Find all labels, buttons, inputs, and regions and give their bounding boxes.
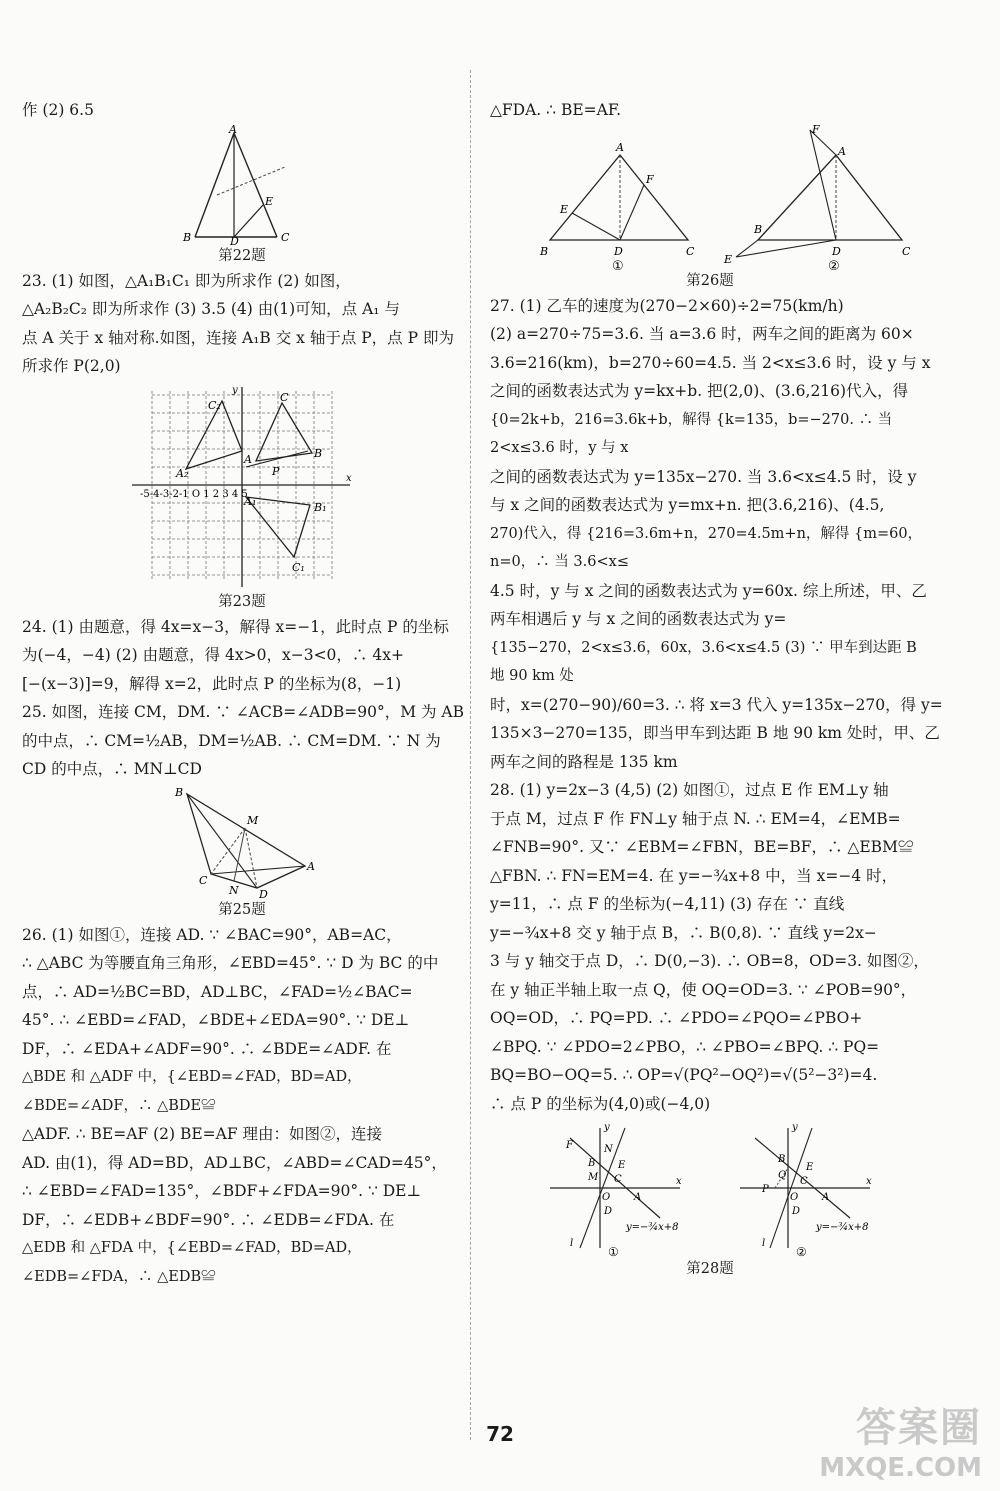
svg-text:A: A [838,144,846,158]
svg-text:E: E [265,194,274,208]
text-line: 135×3−270=135，即当甲车到达距 B 地 90 km 处时，甲、乙 [490,724,940,742]
svg-text:A₁: A₁ [244,494,257,508]
figure-28 [530,1118,890,1258]
text-line: 与 x 之间的函数表达式为 y=mx+n. 把(3.6,216)、(4.5, [490,496,885,514]
svg-text:B: B [754,222,763,236]
svg-text:C: C [902,244,910,258]
text-line: 23. (1) 如图，△A₁B₁C₁ 即为所求作 (2) 如图， [22,271,351,290]
figure-caption: 第26题 [686,272,734,289]
text-line: △BDE 和 △ADF 中，{∠EBD=∠FAD，BD=AD，∠BDE=∠ADF，∴ △BDE≌ [22,1069,362,1114]
svg-text:y=−¾x+8: y=−¾x+8 [626,1222,679,1233]
text-line: y=−¾x+8 交 y 轴于点 B，∴ B(0,8). ∵ 直线 y=2x− [490,923,877,942]
svg-text:①: ① [612,258,624,270]
svg-text:A: A [244,452,252,466]
text-line: 25. 如图，连接 CM，DM. ∵ ∠ACB=∠ADB=90°，M 为 AB [22,703,465,721]
svg-text:C: C [199,873,208,887]
svg-text:E: E [806,1162,814,1173]
text-line: 之间的函数表达式为 y=135x−270. 当 3.6<x≤4.5 时，设 y [490,467,917,486]
svg-text:M: M [247,813,259,827]
svg-text:C₁: C₁ [292,560,305,574]
text-line: ∠FNB=90°. 又∵ ∠EBM=∠FBN，BE=BF，∴ △EBM≌ [490,838,914,856]
text-line: 于点 M，过点 F 作 FN⊥y 轴于点 N. ∴ EM=4，∠EMB= [490,809,901,828]
svg-text:C: C [800,1176,808,1187]
svg-text:M: M [588,1172,599,1183]
svg-text:A₂: A₂ [176,466,189,480]
text-line: 两车相遇后 y 与 x 之间的函数表达式为 y= [490,610,787,628]
svg-text:B₁: B₁ [314,500,327,514]
figure-26 [510,125,910,270]
svg-text:B: B [314,446,323,460]
page-number: 72 [486,1422,514,1446]
svg-text:C₂: C₂ [208,398,221,412]
svg-text:l: l [762,1238,766,1249]
text-line: △EDB 和 △FDA 中，{∠EBD=∠FAD，BD=AD，∠EDB=∠FDA，∴ △EDB≌ [22,1240,362,1285]
text-line: △FBN. ∴ FN=EM=4. 在 y=−¾x+8 中，当 x=−4 时， [490,866,898,885]
text-line: 点 A 关于 x 轴对称.如图，连接 A₁B 交 x 轴于点 P，点 P 即为 [22,328,454,347]
svg-text:x: x [676,1176,682,1187]
text-line: 时，x=(270−90)/60=3. ∴ 将 x=3 代入 y=135x−270，得 y= [490,695,943,714]
text-line: 26. (1) 如图①，连接 AD. ∵ ∠BAC=90°，AB=AC， [22,925,402,944]
svg-text:A: A [307,859,315,873]
text-line: (2) a=270÷75=3.6. 当 a=3.6 时，两车之间的距离为 60× [490,325,914,343]
text-line: △ADF. ∴ BE=AF (2) BE=AF 理由：如图②，连接 [22,1125,383,1143]
figure-23-grid [122,381,362,591]
svg-text:P: P [762,1184,769,1195]
text-line: 4.5 时，y 与 x 之间的函数表达式为 y=60x. 综上所述，甲、乙 [490,581,927,600]
text-line: 45°. ∴ ∠EBD=∠FAD，∠BDE+∠EDA=90°. ∵ DE⊥ [22,1011,410,1029]
watermark-logo-text: 答案圈 [856,1405,982,1451]
text-line: 的中点，∴ CM=½AB，DM=½AB. ∴ CM=DM. ∵ N 为 [22,731,441,750]
svg-text:D: D [230,234,239,245]
svg-text:①: ① [608,1245,619,1258]
text-line: y=11，∴ 点 F 的坐标为(−4,11) (3) 存在 ∵ 直线 [490,895,845,913]
watermark-url: MXQE.COM [819,1453,982,1483]
figure-caption: 第22题 [218,247,266,264]
svg-text:y: y [604,1122,610,1133]
figure-caption: 第23题 [218,593,266,610]
text-line: 之间的函数表达式为 y=kx+b. 把(2,0)、(3.6,216)代入，得 [490,382,909,400]
text-line: 为(−4，−4) (2) 由题意，得 4x>0，x−3<0，∴ 4x+ [22,646,404,664]
text-line: ∴ △ABC 为等腰直角三角形，∠EBD=45°. ∵ D 为 BC 的中 [22,954,439,972]
text-line: 3.6=216(km)，b=270÷60=4.5. 当 2<x≤3.6 时，设 y 与 x [490,353,931,372]
text-line: OQ=OD，∴ PQ=PD. ∴ ∠PDO=∠PQO=∠PBO+ [490,1009,863,1027]
svg-text:F: F [646,172,654,186]
text-line: △A₂B₂C₂ 即为所求作 (3) 3.5 (4) 由(1)可知，点 A₁ 与 [22,300,400,318]
svg-text:D: D [832,244,841,258]
svg-text:N: N [604,1144,613,1155]
svg-text:F: F [812,124,820,136]
text-line: {135−270，2<x≤3.6，60x，3.6<x≤4.5 (3) ∵ 甲车到达距 B 地 90 km 处 [490,639,917,684]
svg-text:B: B [175,785,184,799]
svg-text:y: y [792,1122,798,1133]
figure-caption: 第28题 [686,1261,734,1277]
svg-text:C: C [280,390,289,404]
text-line: 28. (1) y=2x−3 (4,5) (2) 如图①，过点 E 作 EM⊥y 轴 [490,781,889,799]
figure-caption: 第25题 [218,901,266,918]
text-line: 270)代入，得 {216=3.6m+n，270=4.5m+n，解得 {m=60，n=0，∴ 当 3.6<x≤ [490,525,923,570]
column-divider [470,70,471,1440]
text-line: 27. (1) 乙车的速度为(270−2×60)÷2=75(km/h) [490,296,844,315]
text-line: 在 y 轴正半轴上取一点 Q，使 OQ=OD=3. ∵ ∠POB=90°， [490,980,917,999]
svg-text:C: C [686,244,695,258]
svg-text:-5-4-3-2-1 O 1 2 3 4 5: -5-4-3-2-1 O 1 2 3 4 5 [140,488,248,500]
svg-text:x: x [346,472,352,484]
right-column [490,96,943,1280]
svg-text:E: E [724,252,733,266]
figure-22 [177,125,307,245]
watermark [819,1396,982,1483]
svg-text:x: x [866,1176,872,1187]
svg-text:F: F [566,1140,573,1151]
svg-text:D: D [614,244,623,258]
text-line: 所求作 P(2,0) [22,357,121,375]
svg-text:D: D [792,1206,801,1217]
svg-text:A: A [616,140,624,154]
left-column [22,96,465,1291]
svg-text:y=−¾x+8: y=−¾x+8 [816,1222,869,1233]
text-line: BQ=BO−OQ=5. ∴ OP=√(PQ²−OQ²)=√(5²−3²)=4. [490,1066,878,1084]
svg-text:N: N [229,883,239,897]
svg-text:l: l [570,1238,574,1249]
text-line: 24. (1) 由题意，得 4x=x−3，解得 x=−1，此时点 P 的坐标 [22,617,449,636]
text-line: AD. 由(1)，得 AD=BD，AD⊥BC，∠ABD=∠CAD=45°， [22,1153,447,1172]
svg-text:D: D [259,887,268,899]
svg-text:A: A [822,1192,830,1203]
svg-text:A: A [634,1192,642,1203]
text-line: 点，∴ AD=½BC=BD，AD⊥BC，∠FAD=½∠BAC= [22,982,413,1001]
text-line: DF，∴ ∠EDB+∠BDF=90°. ∴ ∠EDB=∠FDA. 在 [22,1210,395,1229]
svg-text:D: D [604,1206,613,1217]
svg-text:C: C [281,230,290,244]
svg-text:E: E [560,202,569,216]
svg-text:O: O [602,1192,611,1203]
figure-25 [167,784,317,899]
text-line: DF，∴ ∠EDA+∠ADF=90°. ∴ ∠BDE=∠ADF. 在 [22,1039,392,1058]
svg-text:B: B [183,230,192,244]
svg-text:B: B [540,244,549,258]
text-line: CD 的中点，∴ MN⊥CD [22,760,202,778]
text-line: 作 (2) 6.5 [22,101,94,119]
svg-text:②: ② [828,258,840,270]
svg-text:②: ② [796,1245,807,1258]
text-line: {0=2k+b，216=3.6k+b，解得 {k=135，b=−270. ∴ 当 2<x≤3.6 时，y 与 x [490,411,893,456]
svg-text:B: B [588,1158,596,1169]
text-line: △FDA. ∴ BE=AF. [490,101,622,119]
svg-text:E: E [618,1160,626,1171]
text-line: ∠BPQ. ∵ ∠PDO=2∠PBO，∴ ∠PBO=∠BPQ. ∴ PQ= [490,1037,880,1056]
text-line: 两车之间的路程是 135 km [490,752,678,771]
text-line: [−(x−3)]=9，解得 x=2，此时点 P 的坐标为(8，−1) [22,674,402,693]
svg-text:y: y [232,384,238,396]
svg-text:O: O [790,1192,799,1203]
text-line: ∴ 点 P 的坐标为(4,0)或(−4,0) [490,1094,711,1113]
text-line: ∴ ∠EBD=∠FAD=135°，∠BDF+∠FDA=90°. ∵ DE⊥ [22,1182,422,1200]
svg-text:C: C [614,1174,622,1185]
svg-text:Q: Q [778,1170,787,1181]
svg-text:B: B [778,1154,786,1165]
svg-text:P: P [272,464,280,478]
svg-text:A: A [229,124,237,136]
text-line: 3 与 y 轴交于点 D，∴ D(0,−3). ∴ OB=8，OD=3. 如图②， [490,952,929,970]
